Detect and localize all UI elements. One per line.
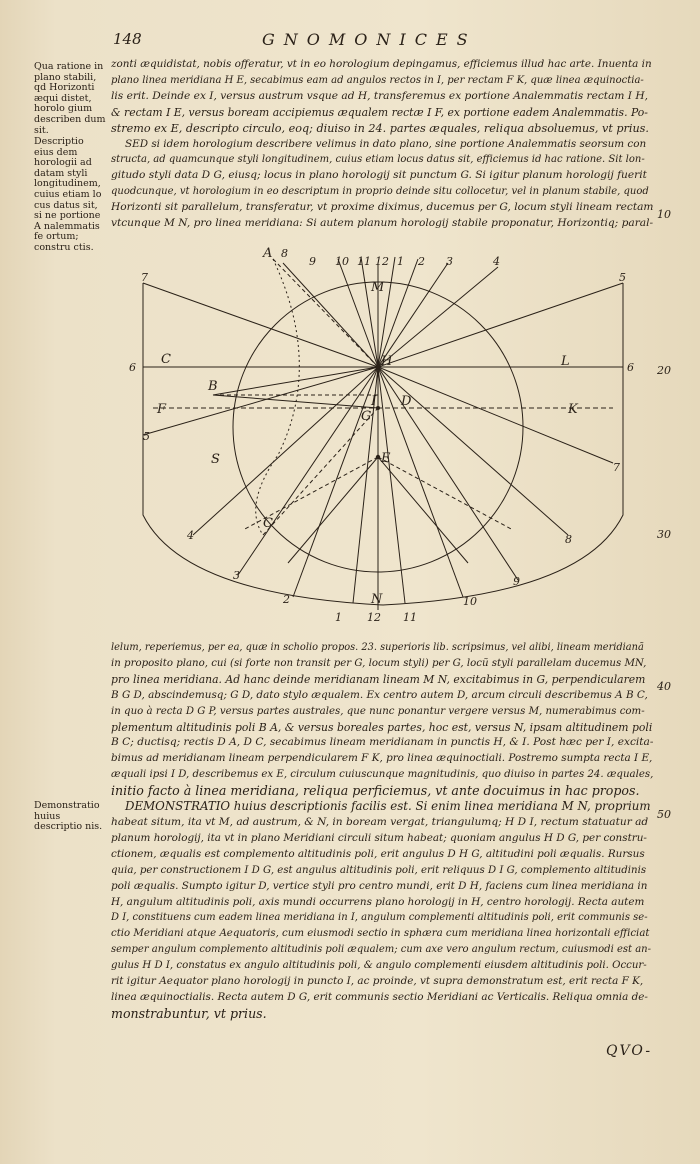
text-line: quia, per constructionem I D G, est angulus altitudinis poli, erit reliquus D I G, complemento altitudinis — [111, 864, 647, 876]
text-line: stremo ex E, descripto circulo, eoq; diuiso in 24. partes æquales, reliqua absoluemus, vt prius. — [111, 121, 649, 135]
label-m: M — [371, 280, 385, 295]
label-f: F — [157, 402, 167, 417]
hour-line — [143, 283, 378, 367]
label-c-lower: C — [263, 516, 273, 531]
hour-number: 3 — [446, 255, 453, 268]
margin-note: Demonstratio huius descriptio nis. — [34, 800, 103, 833]
text-line: zonti æquidistat, nobis offeratur, vt in eo horologium depingamus, efficiemus illud hac arte. Inuenta in — [111, 58, 652, 70]
hour-number: 2 — [418, 255, 425, 268]
text-line: habeat situm, ita vt M, ad austrum, & N, in boream vergat, triangulumq; H D I, rectum statuatur ad — [111, 815, 649, 828]
text-line: H, angulum altitudinis poli, axis mundi occurrens plano horologij in H, centro horologij. Recta autem — [111, 895, 645, 908]
hour-line — [378, 367, 613, 463]
point-e — [376, 455, 380, 459]
text-line: plementum altitudinis poli B A, & versus boreales partes, hoc est, versus N, ipsam altitudinem poli — [111, 720, 653, 734]
text-line: monstrabuntur, vt prius. — [111, 1005, 267, 1021]
construction-line — [288, 457, 378, 563]
text-line: ctio Meridiani atque Aequatoris, cum eiusmodi sectio in sphæra cum meridiana linea horizontali efficiat — [111, 928, 650, 940]
hour-number: 6 — [627, 361, 634, 374]
label-s: S — [211, 452, 220, 467]
sundial-diagram — [113, 245, 653, 635]
running-title: GNOMONICES — [262, 30, 477, 49]
hour-line — [378, 367, 568, 535]
label-l: L — [561, 354, 570, 369]
outer-boundary — [143, 283, 623, 605]
text-line: gitudo styli data D G, eiusq; locus in plano horologij sit punctum G. Si igitur planum horologij fuerit — [111, 169, 647, 182]
label-n: N — [371, 592, 383, 607]
text-block-bottom — [111, 640, 653, 1022]
text-line: initio facto à linea meridiana, reliqua perficiemus, vt ante docuimus in hac propos. — [111, 783, 640, 799]
label-k: K — [568, 402, 578, 417]
text-line: Horizonti sit parallelum, transferatur, vt proxime diximus, ducemus per G, locum styli lineam rectam — [111, 201, 653, 214]
text-line: gulus H D I, constatus ex angulo altitudinis poli, & angulo complementi eiusdem altitudinis poli. Occur- — [111, 960, 647, 972]
hour-number: 8 — [565, 533, 572, 546]
text-line: & rectam I E, versus boream accipiemus æqualem rectæ I F, ex portione eadem Analemmatis. Po- — [111, 105, 648, 119]
text-line: vtcunque M N, pro linea meridiana: Si autem planum horologij stabile proponatur, Horizontiq; paral- — [111, 217, 653, 230]
hour-line — [293, 367, 378, 597]
text-line: pro linea meridiana. Ad hanc deinde meridianam lineam M N, excitabimus in G, perpendicularem — [111, 672, 646, 686]
hour-number: 10 — [335, 255, 349, 268]
text-line: B G D, abscindemusq; G D, dato stylo æqualem. Ex centro autem D, arcum circuli describemus A B C, — [111, 688, 648, 701]
hour-number: 12 — [367, 611, 381, 624]
hour-number: 4 — [493, 255, 500, 268]
page-number: 148 — [113, 30, 142, 48]
hour-number: 7 — [141, 271, 148, 284]
text-block-top — [111, 57, 653, 232]
text-line: quodcunque, vt horologium in eo descriptum in proprio deinde situ collocetur, vel in planum stabile, quod — [111, 186, 649, 198]
line-number: 30 — [657, 528, 671, 541]
line-number: 40 — [657, 680, 671, 693]
text-line: SED si idem horologium describere velimus in dato plano, sine portione Analemmatis seorsum con — [125, 137, 647, 150]
hour-number: 3 — [233, 569, 240, 582]
hour-number: 11 — [403, 611, 417, 624]
hour-number: 8 — [281, 247, 288, 260]
hour-number: 1 — [335, 611, 342, 624]
text-line: in proposito plano, cui (si forte non transit per G, locum styli) per G, locũ styli parallelam ducemus MN, — [111, 657, 647, 669]
hour-number: 7 — [613, 461, 620, 474]
hour-line — [283, 263, 378, 367]
text-line: plano linea meridiana H E, secabimus eam ad angulos rectos in I, per rectam F K, quæ linea æquinoctia- — [111, 74, 644, 86]
text-line: poli æqualis. Sumpto igitur D, vertice styli pro centro mundi, erit D H, faciens cum linea meridiana in — [111, 879, 648, 892]
construction-line — [263, 408, 378, 535]
label-c-upper: C — [161, 352, 171, 367]
hour-number: 4 — [187, 529, 194, 542]
hour-number: 9 — [513, 575, 520, 588]
line-number: 50 — [657, 808, 671, 821]
hour-number: 12 — [375, 255, 389, 268]
point-h — [376, 365, 380, 369]
hour-number: 6 — [129, 361, 136, 374]
text-line: semper angulum complemento altitudinis poli æqualem; cum axe vero angulum rectum, cuiusmodi est an- — [111, 944, 651, 956]
hour-line — [143, 367, 378, 435]
hour-number: 2 — [283, 593, 290, 606]
label-g: G — [361, 409, 372, 424]
line-number: 10 — [657, 208, 671, 221]
text-line: æquali ipsi I D, describemus ex E, circulum cuiuscunque magnitudinis, quo diuiso in partes 24. æquales, — [111, 769, 653, 781]
text-line: ctionem, æqualis est complemento altitudinis poli, erit angulus D H G, altitudini poli æqualis. Rursus — [111, 847, 645, 860]
label-i: I — [371, 394, 377, 409]
text-line: B C; ductisq; rectis D A, D C, secabimus lineam meridianam in punctis H, & I. Post hæc per I, excita- — [111, 736, 653, 749]
hour-number: 1 — [397, 255, 404, 268]
text-line: structa, ad quamcunque styli longitudinem, cuius etiam locus datus sit, efficiemus id hac ratione. Sit lon- — [111, 154, 645, 166]
text-line: in quo à recta D G P, versus partes australes, que nunc ponantur vergere versus M, numerabimus com- — [111, 705, 645, 717]
line-number: 20 — [657, 364, 671, 377]
hour-number: 5 — [619, 271, 626, 284]
hour-number: 9 — [309, 255, 316, 268]
label-d: D — [401, 394, 412, 409]
label-h: H — [381, 354, 393, 369]
catchword: QVO- — [606, 1043, 653, 1059]
text-line: bimus ad meridianam lineam perpendicularem F K, pro linea æquinoctiali. Postremo sumpta recta I E, — [111, 752, 653, 765]
hour-line — [193, 367, 378, 535]
construction-line — [378, 457, 468, 563]
page-header — [0, 30, 700, 52]
text-line: lis erit. Deinde ex I, versus austrum vsque ad H, transferemus ex portione Analemmatis rectam I H, — [111, 89, 648, 102]
text-line: planum horologij, ita vt in plano Meridiani circuli situm habeat; quoniam angulus H D G, per constru- — [111, 831, 647, 844]
hour-line — [378, 263, 448, 367]
hour-line — [378, 257, 395, 367]
text-line: rit igitur Aequator plano horologij in puncto I, ac proinde, vt supra demonstratum est, erit recta F K, — [111, 975, 644, 988]
sundial-figure-svg — [113, 245, 653, 635]
label-b: B — [208, 379, 218, 394]
margin-note: Qua ratione in plano stabili, qd Horizonti æqui distet, horolo gium describen dum sit. — [34, 61, 106, 136]
label-a: A — [263, 246, 273, 261]
hour-line — [338, 259, 378, 367]
margin-note: Descriptio eius dem horologii ad datam styli longitudinem, cuius etiam lo cus datus sit, si ne portione A nalemmatis fe ortum; constru ctis. — [34, 136, 102, 253]
text-line: lelum, reperiemus, per ea, quæ in scholio propos. 23. superioris lib. scripsimus, vel alibi, lineam meridianã — [111, 642, 644, 653]
hour-line — [378, 283, 623, 367]
text-line: linea æquinoctialis. Recta autem D G, erit communis sectio Meridiani ac Verticalis. Reliqua omnia de- — [111, 990, 648, 1003]
hour-number: 11 — [357, 255, 371, 268]
hour-number: 10 — [463, 595, 477, 608]
hour-number: 5 — [143, 430, 150, 443]
text-line: DEMONSTRATIO huius descriptionis facilis est. Si enim linea meridiana M N, proprium — [125, 799, 651, 814]
label-e: E — [381, 451, 391, 466]
text-line: D I, constituens cum eadem linea meridiana in I, angulum complementi altitudinis poli, erit communis se- — [111, 912, 648, 924]
point-i — [376, 406, 380, 410]
